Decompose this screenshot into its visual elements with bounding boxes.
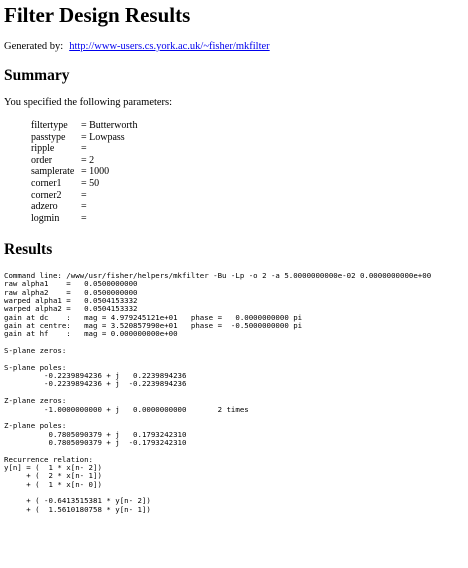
param-row bbox=[31, 213, 137, 225]
generated-by-label: Generated by: bbox=[4, 41, 64, 52]
param-key: logmin bbox=[31, 212, 60, 224]
param-key: samplerate bbox=[31, 166, 75, 178]
param-value: = bbox=[81, 143, 87, 155]
param-row bbox=[31, 155, 137, 167]
results-output: Command line: /www/usr/fisher/helpers/mkfilter -Bu -Lp -o 2 -a 5.0000000000e-02 0.0000000000e+00 raw alpha1 = 0.0500000000 raw alpha2 = 0.0500000000 warped alpha1 = 0.0504153332 warped alpha2 = 0.0504153332 gain at dc : mag = 4.979245121e+01 phase = 0.0000000000 pi gain at centre: mag = 3.520857990e+01 phase = -0.5000000000 pi gain at hf : mag = 0.000000000e+00 S-plane zeros: S-plane poles: -0.2239894236 + j 0.2239894236 -0.2239894236 + j -0.2239894236 Z-plane zeros: -1.0000000000 + j 0.0000000000 2 times Z-plane poles: 0.7805090379 + j 0.1793242310 0.7805090379 + j -0.1793242310 Recurrence relation: y[n] = ( 1 * x[n- 2]) + ( 2 * x[n- 1]) + ( 1 * x[n- 0]) + ( -0.6413515381 * y[n- 2]) + ( 1.5610180758 * y[n- 1]) bbox=[4, 271, 432, 514]
param-value: = bbox=[81, 189, 87, 201]
page-title: Filter Design Results bbox=[4, 3, 191, 27]
param-row bbox=[31, 132, 137, 144]
param-row bbox=[31, 143, 137, 155]
param-value: = Lowpass bbox=[81, 131, 125, 143]
summary-heading: Summary bbox=[4, 67, 70, 84]
generated-by-line bbox=[4, 41, 270, 52]
param-key: filtertype bbox=[31, 120, 68, 131]
parameters-table bbox=[31, 120, 137, 224]
param-row bbox=[31, 201, 137, 213]
param-key: ripple bbox=[31, 143, 55, 155]
param-row bbox=[31, 178, 137, 190]
param-key: corner2 bbox=[31, 189, 62, 201]
param-row bbox=[31, 190, 137, 202]
param-value: = bbox=[81, 212, 87, 224]
results-heading: Results bbox=[4, 241, 53, 258]
param-row bbox=[31, 166, 137, 178]
param-key: adzero bbox=[31, 201, 58, 213]
param-value: = Butterworth bbox=[81, 120, 138, 131]
param-value: = bbox=[81, 201, 87, 213]
mkfilter-link[interactable]: http://www-users.cs.york.ac.uk/~fisher/mkfilter bbox=[69, 41, 270, 52]
param-value: = 50 bbox=[81, 177, 100, 189]
param-value: = 2 bbox=[81, 154, 95, 166]
param-row bbox=[31, 120, 137, 132]
param-key: corner1 bbox=[31, 177, 62, 189]
summary-intro: You specified the following parameters: bbox=[4, 97, 173, 108]
param-key: order bbox=[31, 154, 53, 166]
param-value: = 1000 bbox=[81, 166, 110, 178]
param-key: passtype bbox=[31, 131, 66, 143]
